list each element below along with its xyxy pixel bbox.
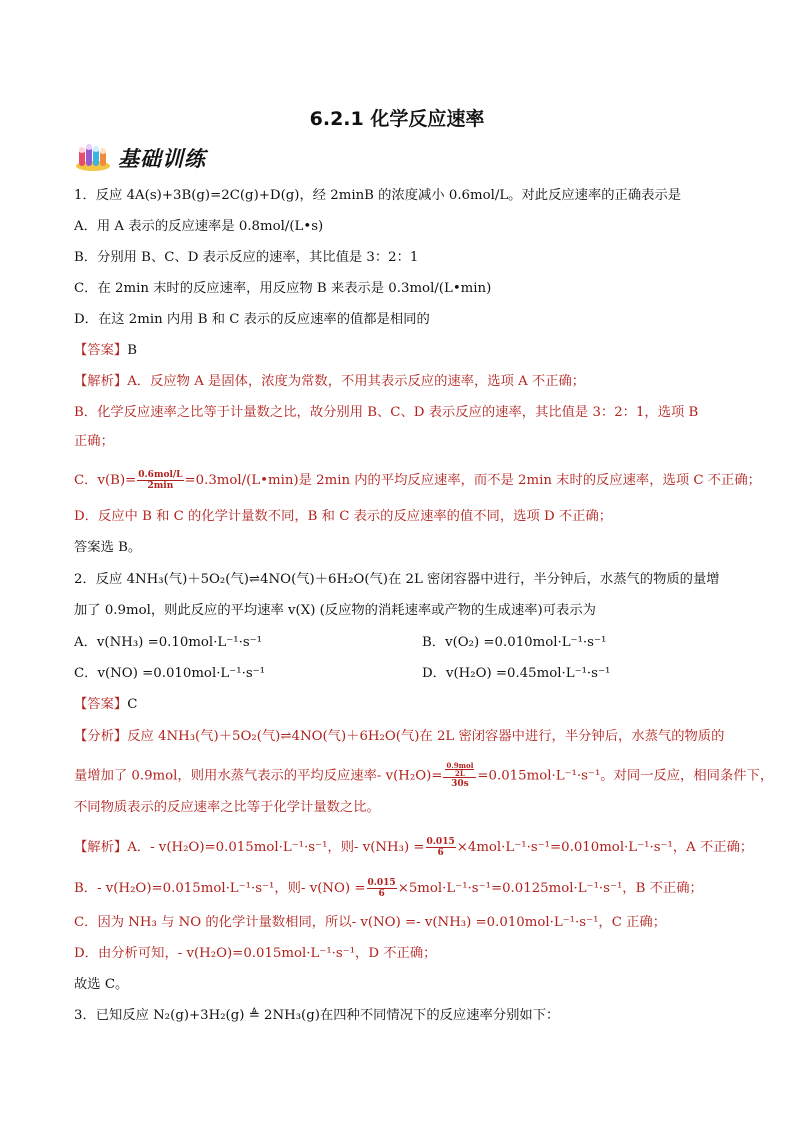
conclusion-1: 答案选 B。 bbox=[74, 540, 142, 555]
nested-fraction bbox=[445, 762, 474, 777]
fraction-denominator: 6 bbox=[378, 889, 385, 899]
fraction-numerator bbox=[443, 762, 476, 778]
analysis-1-c bbox=[74, 470, 761, 491]
nested-fraction-numerator: 0.9mol bbox=[446, 761, 474, 770]
answer-1 bbox=[74, 341, 724, 361]
question-2-options-row1 bbox=[74, 633, 724, 653]
formula-prefix: C．v(B)= bbox=[74, 473, 137, 488]
formula-prefix: A．- v(H₂O)=0.015mol·L⁻¹·s⁻¹，则- v(NH₃) = bbox=[127, 840, 425, 855]
analysis-label: 【解析】 bbox=[74, 374, 128, 389]
analysis-1-b-line1: B．化学反应速率之比等于计量数之比，故分别用 B、C、D 表示反应的速率，其比值是 3：2：1，选项 B bbox=[74, 405, 699, 420]
formula-suffix: ×5mol·L⁻¹·s⁻¹=0.0125mol·L⁻¹·s⁻¹，B 不正确； bbox=[397, 881, 703, 896]
question-2-option-b: B．v(O₂) =0.010mol·L⁻¹·s⁻¹ bbox=[422, 635, 607, 650]
discussion-2-line1 bbox=[74, 727, 724, 747]
question-1-option-b: B．分别用 B、C、D 表示反应的速率，其比值是 3：2：1 bbox=[74, 250, 419, 265]
section-banner-label: 基础训练 bbox=[118, 147, 206, 171]
analysis-2-d: D．由分析可知，- v(H₂O)=0.015mol·L⁻¹·s⁻¹，D 不正确； bbox=[74, 946, 437, 961]
formula-suffix: ×4mol·L⁻¹·s⁻¹=0.010mol·L⁻¹·s⁻¹，A 不正确； bbox=[456, 840, 754, 855]
analysis-1-d: D．反应中 B 和 C 的化学计量数不同，B 和 C 表示的反应速率的值不同，选项 D 不正确； bbox=[74, 509, 613, 524]
section-banner bbox=[74, 142, 206, 174]
discussion-2-line3: 不同物质表示的反应速率之比等于化学计量数之比。 bbox=[74, 800, 380, 815]
conclusion-2: 故选 C。 bbox=[74, 977, 129, 992]
pencils-icon bbox=[74, 144, 112, 172]
question-1-option-d: D．在这 2min 内用 B 和 C 表示的反应速率的值都是相同的 bbox=[74, 312, 430, 327]
question-2-line2: 加了 0.9mol，则此反应的平均速率 v(X) (反应物的消耗速率或产物的生成速率)可表示为 bbox=[74, 603, 596, 618]
analysis-2-c: C．因为 NH₃ 与 NO 的化学计量数相同，所以- v(NO) =- v(NH₃) =0.010mol·L⁻¹·s⁻¹，C 正确； bbox=[74, 915, 667, 930]
discussion-text: 反应 4NH₃(气)＋5O₂(气)⇌4NO(气)＋6H₂O(气)在 2L 密闭容器中进行，半分钟后，水蒸气的物质的 bbox=[127, 729, 725, 744]
formula-suffix: =0.3mol/(L•min)是 2min 内的平均反应速率，而不是 2min 末时的反应速率，选项 C 不正确； bbox=[184, 473, 761, 488]
answer-label: 【答案】 bbox=[74, 697, 128, 712]
fraction-numerator: 0.015 bbox=[367, 878, 396, 888]
question-1: 1．反应 4A(s)+3B(g)=2C(g)+D(g)，经 2minB 的浓度减小 0.6mol/L。对此反应速率的正确表示是 bbox=[74, 188, 682, 203]
fraction-numerator: 0.015 bbox=[426, 837, 455, 847]
answer-value: C bbox=[127, 697, 138, 712]
formula-prefix: 量增加了 0.9mol，则用水蒸气表示的平均反应速率- v(H₂O)= bbox=[74, 768, 443, 784]
question-2-line1: 2．反应 4NH₃(气)＋5O₂(气)⇌4NO(气)＋6H₂O(气)在 2L 密闭容器中进行，半分钟后，水蒸气的物质的量增 bbox=[74, 572, 720, 587]
question-2-option-c: C．v(NO) =0.010mol·L⁻¹·s⁻¹ bbox=[74, 666, 265, 681]
fraction bbox=[443, 762, 476, 790]
answer-value: B bbox=[127, 343, 137, 358]
question-1-option-a: A．用 A 表示的反应速率是 0.8mol/(L•s) bbox=[74, 219, 324, 234]
analysis-2-a bbox=[74, 837, 754, 858]
answer-2 bbox=[74, 695, 724, 715]
question-2-options-row2 bbox=[74, 664, 724, 684]
analysis-1-a bbox=[74, 372, 724, 392]
fraction-denominator: 30s bbox=[451, 779, 469, 789]
question-2-option-d: D．v(H₂O) =0.45mol·L⁻¹·s⁻¹ bbox=[422, 666, 611, 681]
fraction bbox=[367, 878, 397, 899]
answer-label: 【答案】 bbox=[74, 343, 128, 358]
formula-suffix: =0.015mol·L⁻¹·s⁻¹。对同一反应，相同条件下， bbox=[477, 768, 774, 784]
discussion-2-line2 bbox=[74, 761, 774, 790]
fraction bbox=[137, 470, 183, 491]
analysis-text: A．反应物 A 是固体，浓度为常数，不用其表示反应的速率，选项 A 不正确； bbox=[127, 374, 586, 389]
discussion-label: 【分析】 bbox=[74, 729, 128, 744]
fraction-denominator: 6 bbox=[437, 848, 444, 858]
question-3: 3．已知反应 N₂(g)+3H₂(g) ≜ 2NH₃(g)在四种不同情况下的反应速率分别如下： bbox=[74, 1008, 560, 1023]
question-2-option-a: A．v(NH₃) =0.10mol·L⁻¹·s⁻¹ bbox=[74, 635, 262, 650]
nested-fraction-denominator: 2L bbox=[455, 769, 465, 778]
analysis-1-b-line2: 正确； bbox=[74, 434, 114, 449]
fraction bbox=[426, 837, 456, 858]
formula-prefix: B．- v(H₂O)=0.015mol·L⁻¹·s⁻¹，则- v(NO) = bbox=[74, 881, 366, 896]
fraction-numerator: 0.6mol/L bbox=[138, 470, 183, 480]
question-1-option-c: C．在 2min 末时的反应速率，用反应物 B 来表示是 0.3mol/(L•min) bbox=[74, 281, 492, 296]
analysis-label: 【解析】 bbox=[74, 840, 128, 855]
page-title: 6.2.1 化学反应速率 bbox=[309, 108, 485, 130]
fraction-denominator: 2min bbox=[147, 481, 174, 491]
analysis-2-b bbox=[74, 878, 724, 899]
